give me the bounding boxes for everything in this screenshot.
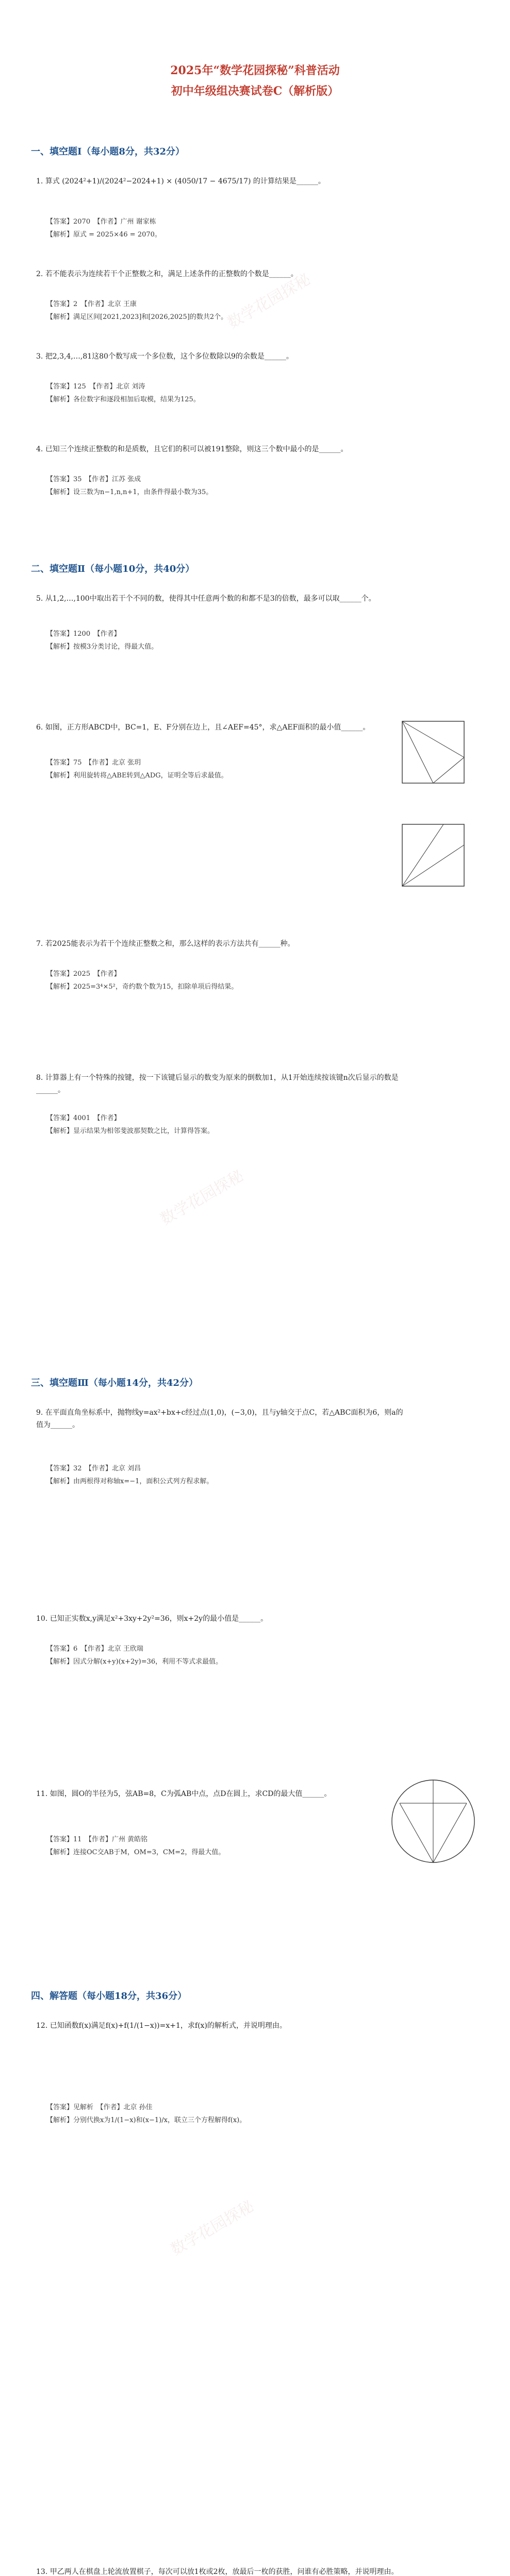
page-title-line1: 2025年“数学花园探秘”科普活动: [170, 64, 340, 77]
question-5: [36, 592, 407, 605]
question-number: 2.: [36, 270, 43, 278]
question-number: 4.: [36, 445, 43, 453]
question-8: [36, 1072, 407, 1096]
question-number: 13.: [36, 2568, 48, 2576]
answer-10: 【答案】6 【作者】北京 王欣瑞: [46, 1645, 143, 1653]
question-number: 5.: [36, 595, 43, 603]
solution-2: 【解析】满足区间[2021,2023]和[2026,2025]的数共2个。: [46, 313, 228, 321]
section-heading-3: 三、填空题Ⅲ（每小题14分，共42分）: [31, 1378, 199, 1388]
watermark: 数学花园探秘: [168, 2197, 257, 2260]
solution-4: 【解析】设三数为n−1,n,n+1，由条件得最小数为35。: [46, 488, 213, 496]
answer-5: 【答案】1200 【作者】: [46, 630, 121, 638]
solution-8: 【解析】显示结果为相邻斐波那契数之比，计算得答案。: [46, 1127, 215, 1135]
question-9: [36, 1406, 407, 1431]
answer-3: 【答案】125 【作者】北京 刘涛: [46, 383, 145, 391]
solution-3: 【解析】各位数字和逐段相加后取模，结果为125。: [46, 396, 200, 403]
question-text: 已知正实数x,y满足x²+3xy+2y²=36，则x+2y的最小值是______。: [50, 1615, 268, 1623]
solution-9: 【解析】由两根得对称轴x=−1，面积公式列方程求解。: [46, 1478, 213, 1485]
question-11: [36, 1788, 407, 1800]
answer-2: 【答案】2 【作者】北京 王康: [46, 300, 137, 308]
question-2: [36, 268, 407, 280]
question-text: 从1,2,…,100中取出若干个不同的数，使得其中任意两个数的和都不是3的倍数，最多可以取______个。: [45, 595, 376, 603]
watermark: 数学花园探秘: [157, 1166, 247, 1229]
question-12: [36, 2020, 407, 2032]
section-heading-2: 二、填空题Ⅱ（每小题10分，共40分）: [31, 564, 195, 574]
question-number: 12.: [36, 2022, 48, 2030]
solution-12: 【解析】分别代换x为1/(1−x)和(x−1)/x，联立三个方程解得f(x)。: [46, 2116, 246, 2124]
question-text: 若不能表示为连续若干个正整数之和，满足上述条件的正整数的个数是______。: [45, 270, 298, 278]
question-text: 甲乙两人在棋盘上轮流放置棋子，每次可以放1枚或2枚，放最后一枚的获胜，问谁有必胜策略，并说明理由。: [50, 2568, 399, 2576]
question-7: [36, 938, 407, 950]
question-text: 如图，正方形ABCD中，BC=1，E、F分别在边上，且∠AEF=45°，求△AEF面积的最小值______。: [45, 723, 370, 732]
question-number: 8.: [36, 1074, 43, 1082]
question-text: 在平面直角坐标系中，抛物线y=ax²+bx+c经过点(1,0)，(−3,0)，且与y轴交于点C，若△ABC面积为6，则a的值为______。: [36, 1409, 403, 1429]
answer-9: 【答案】32 【作者】北京 刘昌: [46, 1465, 141, 1472]
section-heading-4: 四、解答题（每小题18分，共36分）: [31, 1991, 187, 2002]
square-outline: [402, 824, 464, 886]
question-text: 算式 (2024²+1)/(2024²−2024+1) × (4050/17 − 4675/17) 的计算结果是______。: [45, 177, 325, 185]
question-4: [36, 443, 407, 455]
question-10: [36, 1613, 407, 1625]
question-number: 1.: [36, 177, 43, 185]
question-3: [36, 350, 407, 363]
answer-12: 【答案】见解析 【作者】北京 孙佳: [46, 2104, 153, 2111]
question-number: 10.: [36, 1615, 48, 1623]
question-6: [36, 721, 407, 734]
solution-5: 【解析】按模3分类讨论，得最大值。: [46, 643, 158, 651]
page-title-line2: 初中年级组决赛试卷C（解析版）: [171, 84, 339, 98]
question-13: [36, 2566, 407, 2576]
question-number: 3.: [36, 352, 43, 361]
question-text: 若2025能表示为若干个连续正整数之和，那么这样的表示方法共有______种。: [45, 940, 295, 948]
segment: [402, 824, 443, 886]
answer-1: 【答案】2070 【作者】广州 谢家栋: [46, 218, 156, 226]
section-heading-1: 一、填空题Ⅰ（每小题8分，共32分）: [31, 146, 185, 157]
answer-6: 【答案】75 【作者】北京 张玥: [46, 759, 141, 767]
solution-6: 【解析】利用旋转将△ABE转到△ADG，证明全等后求最值。: [46, 772, 228, 779]
segment: [402, 845, 464, 886]
square-figure: [392, 711, 480, 799]
solution-7: 【解析】2025=3⁴×5²，奇约数个数为15，扣除单项后得结果。: [46, 983, 238, 991]
answer-8: 【答案】4001 【作者】: [46, 1114, 121, 1122]
watermark: 数学花园探秘: [224, 270, 314, 333]
question-text: 已知三个连续正整数的和是质数，且它们的积可以被191整除，则这三个数中最小的是______。: [45, 445, 348, 453]
question-text: 如图，圆O的半径为5，弦AB=8，C为弧AB中点，点D在圆上，求CD的最大值______。: [50, 1790, 332, 1798]
solution-10: 【解析】因式分解(x+y)(x+2y)=36，利用不等式求最值。: [46, 1658, 223, 1666]
question-number: 7.: [36, 940, 43, 948]
question-1: [36, 175, 407, 188]
solution-1: 【解析】原式 = 2025×46 = 2070。: [46, 231, 161, 239]
answer-7: 【答案】2025 【作者】: [46, 970, 121, 978]
answer-4: 【答案】35 【作者】江苏 张成: [46, 476, 141, 483]
solution-11: 【解析】连接OC交AB于M，OM=3，CM=2，得最大值。: [46, 1849, 225, 1856]
question-text: 已知函数f(x)满足f(x)+f(1/(1−x))=x+1，求f(x)的解析式，并说明理由。: [50, 2022, 287, 2030]
question-number: 6.: [36, 723, 43, 732]
question-text: 计算器上有一个特殊的按键，按一下该键后显示的数变为原来的倒数加1，从1开始连续按该键n次后显示的数是______。: [36, 1074, 399, 1094]
question-text: 把2,3,4,…,81这80个数写成一个多位数，这个多位数除以9的余数是______。: [45, 352, 293, 361]
rotation-figure: [392, 814, 480, 902]
question-number: 9.: [36, 1409, 43, 1417]
answer-11: 【答案】11 【作者】广州 黄皓铭: [46, 1836, 148, 1843]
question-number: 11.: [36, 1790, 48, 1798]
